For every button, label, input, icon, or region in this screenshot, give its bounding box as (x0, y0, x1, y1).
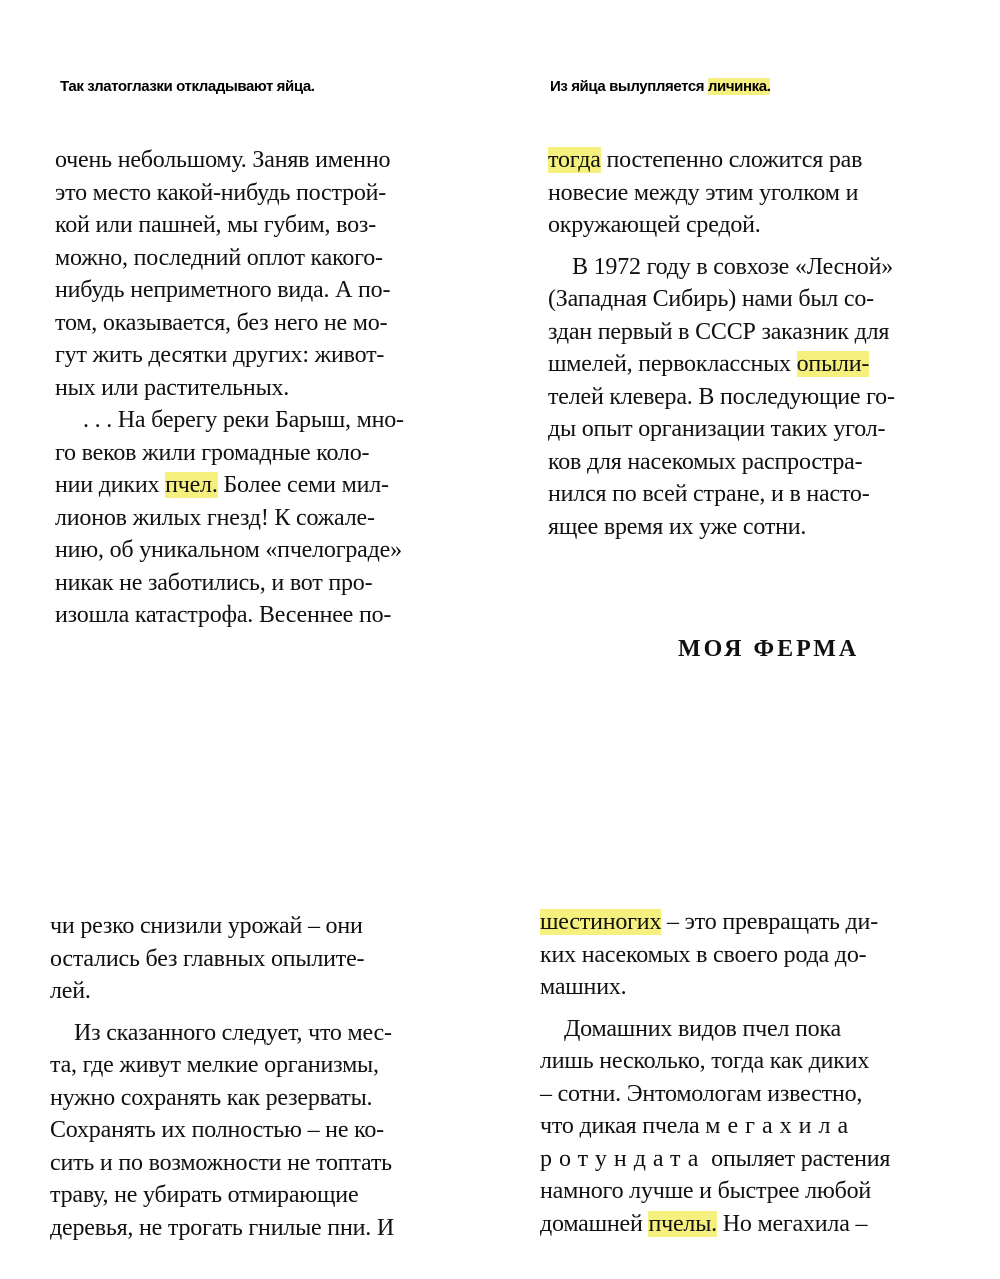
text-line: ды опыт организации таких угол- (548, 416, 886, 442)
text-run: шмелей, первоклассных (548, 351, 797, 377)
text-run: нии диких (55, 472, 166, 498)
text-line: Из сказанного следует, что мес- (74, 1019, 392, 1046)
text-line: это место какой-нибудь построй- (55, 179, 387, 206)
highlight-pchel: пчел. (165, 472, 218, 498)
text-run: Но мегахила – (716, 1210, 868, 1237)
text-run: постепенно сложится рав (600, 147, 863, 173)
caption-left (60, 78, 315, 95)
caption-left-text: Так златоглазки откладывают яйца. (60, 78, 315, 95)
text-line (548, 144, 1000, 177)
text-line: гут жить десятки других: живот- (55, 342, 385, 368)
text-line: изошла катастрофа. Весеннее по- (55, 602, 392, 628)
caption-right-text: Из яйца вылупляется (550, 78, 708, 95)
text-line: ков для насекомых распростра- (548, 448, 863, 475)
highlight-togda: тогда (548, 147, 601, 173)
text-line: машних. (540, 974, 627, 1000)
page-top-left (55, 144, 505, 646)
text-line: остались без главных опылите- (50, 945, 365, 972)
text-line: ных или растительных. (55, 374, 290, 401)
text-spaced: мегахила (705, 1113, 856, 1139)
text-line: нибудь неприметного вида. А по- (55, 277, 391, 303)
text-line: том, оказывается, без него не мо- (55, 309, 388, 336)
text-line (540, 1110, 996, 1143)
paragraph-gap (548, 242, 1000, 251)
text-line: В 1972 году в совхозе «Лесной» (572, 253, 894, 280)
text-line: деревья, не трогать гнилые пни. И (50, 1214, 394, 1241)
text-line: нию, об уникальном «пчелограде» (55, 537, 402, 563)
page-top-right (548, 144, 1000, 574)
text-run: опыляет растения (705, 1145, 891, 1172)
text-run: Более семи мил- (217, 472, 389, 498)
paragraph-gap (50, 1008, 505, 1017)
text-line: здан первый в СССР заказник для (548, 318, 890, 345)
section-heading-cutoff (678, 632, 868, 662)
text-line: . . . На берегу реки Барыш, мно- (83, 407, 404, 433)
highlight-opyli: опыли- (796, 351, 870, 377)
page-bottom-left (50, 910, 505, 1250)
text-line: го веков жили громадные коло- (55, 439, 370, 466)
text-line: траву, не убирать отмирающие (50, 1182, 359, 1208)
text-line: кой или пашней, мы губим, воз- (55, 212, 376, 238)
text-line: нился по всей стране, и в насто- (548, 481, 870, 507)
text-line: очень небольшому. Заняв именно (55, 147, 391, 173)
text-line: Домашних видов пчел пока (564, 1015, 842, 1042)
text-line: лионов жилых гнезд! К сожале- (55, 504, 375, 531)
highlight-shestinogih: шестиногих (540, 909, 662, 935)
text-line: лишь несколько, тогда как диких (540, 1048, 870, 1074)
text-line: нужно сохранять как резерваты. (50, 1084, 373, 1111)
text-line (540, 1208, 996, 1241)
caption-right (550, 78, 770, 95)
text-line: – сотни. Энтомологам известно, (540, 1080, 863, 1107)
paragraph-gap (540, 1004, 996, 1013)
text-line: чи резко снизили урожай – они (50, 913, 363, 939)
text-line: телей клевера. В последующие го- (548, 383, 895, 410)
text-run: домашней (540, 1210, 649, 1237)
text-line: намного лучше и быстрее любой (540, 1178, 872, 1204)
text-line (540, 906, 996, 939)
text-run: что дикая пчела (540, 1113, 706, 1139)
text-spaced: ротундата (540, 1145, 706, 1172)
text-line: никак не заботились, и вот про- (55, 569, 373, 596)
text-line: ящее время их уже сотни. (548, 513, 807, 540)
text-line: окружающей средой. (548, 212, 761, 238)
text-line: (Западная Сибирь) нами был со- (548, 286, 874, 312)
text-line: Сохранять их полностью – не ко- (50, 1117, 384, 1143)
text-line (55, 469, 505, 502)
text-line: лей. (50, 978, 91, 1004)
text-line: новесие между этим уголком и (548, 179, 859, 206)
section-heading: МОЯ ФЕРМА (678, 636, 860, 662)
page-bottom-right (540, 906, 996, 1251)
text-run: – это превращать ди- (661, 909, 878, 935)
caption-right-highlight: личинка. (707, 78, 771, 95)
highlight-pchely: пчелы. (648, 1210, 717, 1237)
text-line: ких насекомых в своего рода до- (540, 941, 867, 968)
text-line: можно, последний оплот какого- (55, 244, 383, 271)
text-line (540, 1143, 996, 1176)
text-line: та, где живут мелкие организмы, (50, 1052, 379, 1078)
text-line (548, 348, 1000, 381)
text-line: сить и по возможности не топтать (50, 1149, 392, 1176)
